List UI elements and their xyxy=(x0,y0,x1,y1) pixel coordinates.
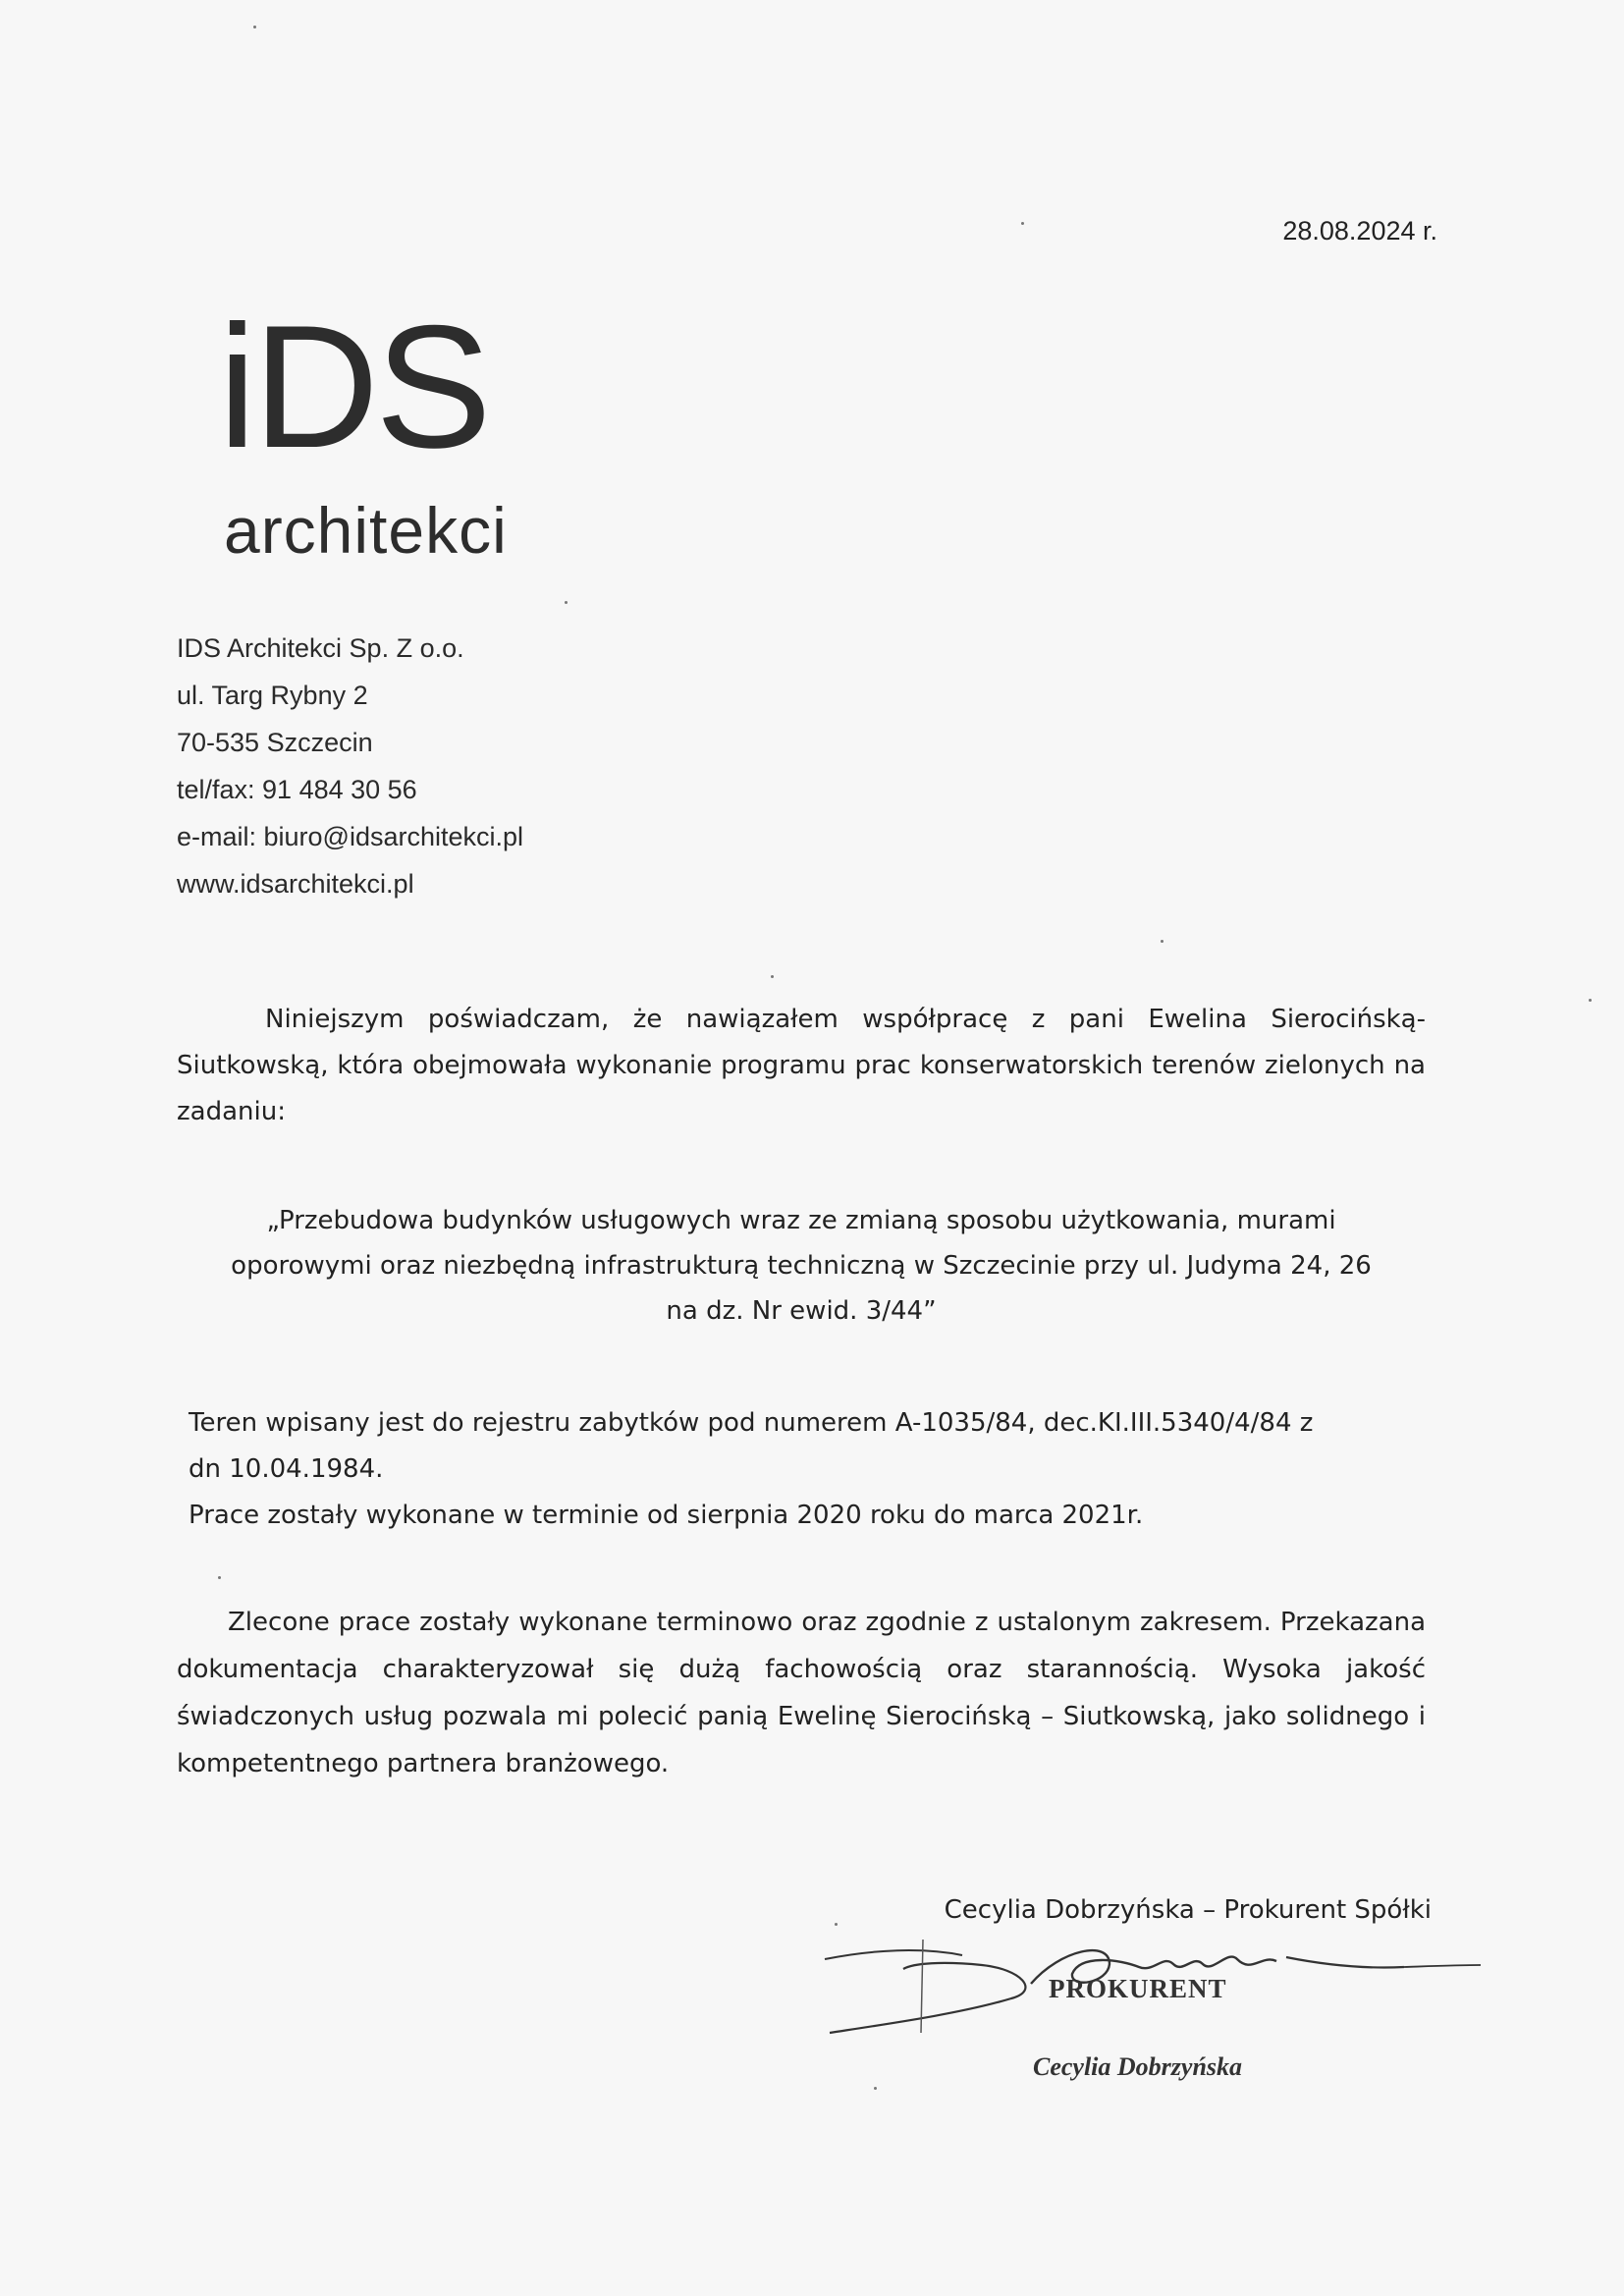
company-logo-ids: iDS xyxy=(218,289,488,484)
scan-speck xyxy=(1021,222,1024,225)
company-address-block xyxy=(177,625,523,907)
scan-speck xyxy=(565,601,568,604)
scan-speck xyxy=(1589,999,1592,1002)
register-line-1: Teren wpisany jest do rejestru zabytków pod numerem A-1035/84, dec.KI.III.5340/4/84 z xyxy=(189,1408,1314,1438)
company-logo-architekci: architekci xyxy=(224,494,508,567)
company-city: 70-535 Szczecin xyxy=(177,728,373,757)
company-email: e-mail: biuro@idsarchitekci.pl xyxy=(177,822,524,851)
scan-speck xyxy=(1161,940,1164,943)
quote-line-3: na dz. Nr ewid. 3/44” xyxy=(666,1296,937,1326)
scan-speck xyxy=(835,1923,838,1926)
company-street: ul. Targ Rybny 2 xyxy=(177,681,368,710)
scan-speck xyxy=(253,26,256,28)
scan-speck xyxy=(771,975,774,978)
scan-speck xyxy=(874,2087,877,2090)
quote-line-2: oporowymi oraz niezbędną infrastrukturą techniczną w Szczecinie przy ul. Judyma 24, 26 xyxy=(231,1251,1372,1281)
project-title-quote xyxy=(177,1198,1426,1334)
register-info xyxy=(189,1400,1428,1539)
quote-line-1: „Przebudowa budynków usługowych wraz ze zmianą sposobu użytkowania, murami xyxy=(266,1206,1336,1235)
register-line-2: dn 10.04.1984. xyxy=(189,1454,384,1484)
register-line-3: Prace zostały wykonane w terminie od sierpnia 2020 roku do marca 2021r. xyxy=(189,1501,1144,1530)
paragraph-introduction: Niniejszym poświadczam, że nawiązałem współpracę z pani Ewelina Sierocińską-Siutkowską, która obejmowała wykonanie programu prac konserwatorskich terenów zielonych na zadaniu: xyxy=(177,1005,1426,1126)
paragraph-recommendation: Zlecone prace zostały wykonane terminowo oraz zgodnie z ustalonym zakresem. Przekazana dokumentacja charakteryzował się dużą fachowością oraz starannością. Wysoka jakość świadczonych usług pozwala mi polecić panią Ewelinę Sierocińską – Siutkowską, jako solidnego i kompetentnego partnera branżowego. xyxy=(177,1608,1426,1778)
stamp-name: Cecylia Dobrzyńska xyxy=(1033,2052,1243,2081)
stamp-title: PROKURENT xyxy=(1049,1974,1227,2003)
letter-date: 28.08.2024 r. xyxy=(1282,216,1437,246)
signer-line: Cecylia Dobrzyńska – Prokurent Spółki xyxy=(944,1895,1432,1925)
company-website: www.idsarchitekci.pl xyxy=(177,869,414,899)
company-phone: tel/fax: 91 484 30 56 xyxy=(177,775,417,804)
company-name: IDS Architekci Sp. Z o.o. xyxy=(177,633,464,663)
scan-speck xyxy=(218,1576,221,1579)
